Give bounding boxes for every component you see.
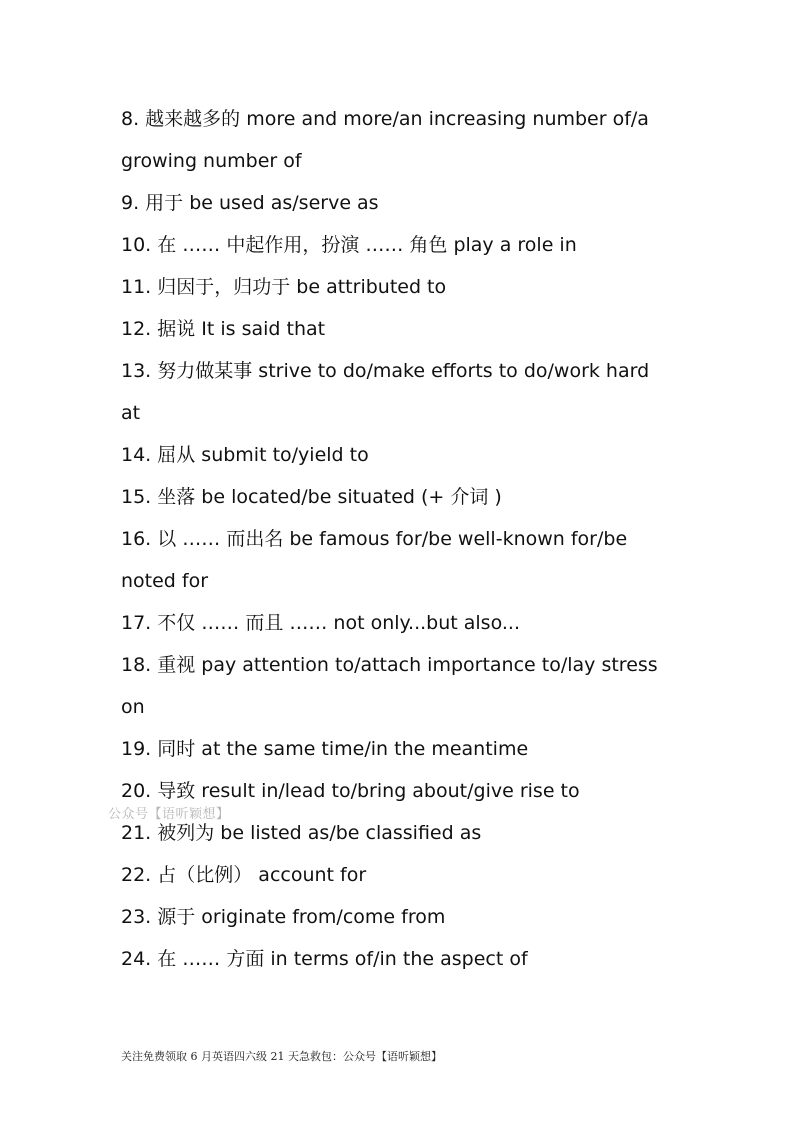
entry-9: 9. 用于 be used as/serve as [121, 192, 379, 214]
entry-8-line-1: 8. 越来越多的 more and more/an increasing number of/a [121, 108, 649, 130]
entry-21: 21. 被列为 be listed as/be classified as [121, 822, 482, 844]
watermark: 公众号【语听颖想】 [108, 807, 230, 822]
entry-8-line-2: growing number of [121, 150, 302, 172]
phrase-list [121, 98, 681, 980]
entry-16-line-1: 16. 以 …… 而出名 be famous for/be well-known for/be [121, 528, 628, 550]
entry-10: 10. 在 …… 中起作用，扮演 …… 角色 play a role in [121, 234, 577, 256]
entry-18-line-1: 18. 重视 pay attention to/attach importance to/lay stress [121, 654, 658, 676]
page-footer: 关注免费领取 6 月英语四六级 21 天急救包：公众号【语听颖想】 [121, 1050, 442, 1063]
entry-23: 23. 源于 originate from/come from [121, 906, 446, 928]
entry-18-line-2: on [121, 696, 145, 718]
entry-16-line-2: noted for [121, 570, 209, 592]
entry-13-line-2: at [121, 402, 141, 424]
entry-14: 14. 屈从 submit to/yield to [121, 444, 369, 466]
entry-13-line-1: 13. 努力做某事 strive to do/make efforts to do/work hard [121, 360, 650, 382]
entry-22: 22. 占（比例） account for [121, 864, 367, 886]
entry-12: 12. 据说 It is said that [121, 318, 326, 340]
entry-15: 15. 坐落 be located/be situated (+ 介词 ) [121, 486, 502, 508]
entry-20: 20. 导致 result in/lead to/bring about/give rise to [121, 780, 580, 802]
entry-11: 11. 归因于，归功于 be attributed to [121, 276, 447, 298]
entry-19: 19. 同时 at the same time/in the meantime [121, 738, 529, 760]
entry-17: 17. 不仅 …… 而且 …… not only...but also... [121, 612, 520, 634]
entry-24: 24. 在 …… 方面 in terms of/in the aspect of [121, 948, 528, 970]
